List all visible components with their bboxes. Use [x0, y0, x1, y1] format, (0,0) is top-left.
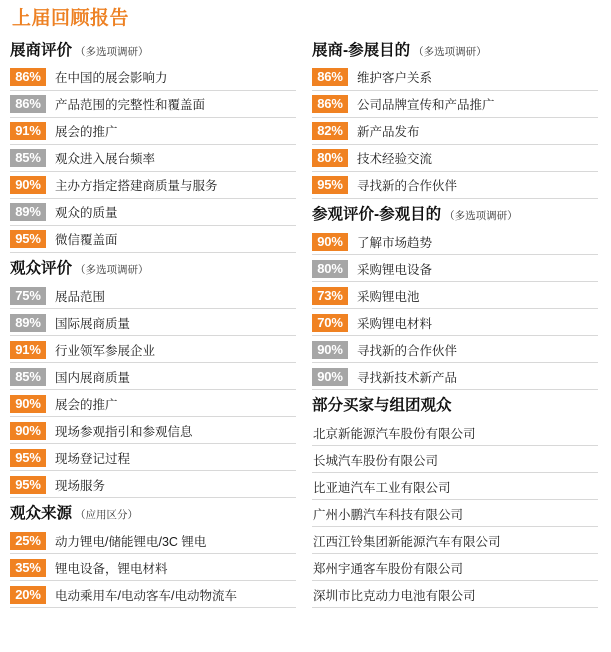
- stat-percent-badge: 80%: [312, 149, 348, 167]
- section-subtitle: （多选项调研）: [444, 209, 518, 222]
- section-title: 参观评价-参观目的: [312, 205, 442, 223]
- stat-percent-badge: 90%: [10, 395, 46, 413]
- stat-row: [10, 172, 302, 199]
- stat-percent-badge: 73%: [312, 287, 348, 305]
- stat-row: [312, 118, 604, 145]
- stat-label: 技术经验交流: [357, 152, 433, 167]
- stat-label: 维护客户关系: [357, 71, 433, 86]
- stat-row: [312, 309, 604, 336]
- stat-percent-badge: 86%: [312, 95, 348, 113]
- stat-label: 现场登记过程: [55, 451, 131, 466]
- section-title: 展商评价: [10, 41, 73, 59]
- stat-row: [10, 64, 302, 91]
- list-item-label: 广州小鹏汽车科技有限公司: [313, 507, 464, 522]
- stat-label: 主办方指定搭建商质量与服务: [55, 179, 218, 194]
- section-spacer: [312, 608, 604, 612]
- stat-percent-badge: 95%: [10, 476, 46, 494]
- stat-percent-badge: 86%: [10, 68, 46, 86]
- section-header: [10, 39, 302, 61]
- stat-row: [10, 145, 302, 172]
- stat-percent-badge: 25%: [10, 532, 46, 550]
- stat-percent-badge: 20%: [10, 586, 46, 604]
- stat-label: 国际展商质量: [55, 316, 131, 331]
- section-subtitle: （多选项调研）: [413, 45, 487, 58]
- section-title: 观众来源: [10, 505, 73, 523]
- stat-row: [10, 471, 302, 498]
- left-column: [10, 39, 302, 612]
- stat-label: 在中国的展会影响力: [55, 71, 168, 86]
- stat-label: 现场参观指引和参观信息: [55, 424, 193, 439]
- list-item: [312, 527, 604, 554]
- stat-percent-badge: 85%: [10, 149, 46, 167]
- list-item: [312, 473, 604, 500]
- stat-percent-badge: 90%: [312, 233, 348, 251]
- stat-row: [10, 417, 302, 444]
- stat-percent-badge: 90%: [10, 176, 46, 194]
- stat-percent-badge: 82%: [312, 122, 348, 140]
- stat-row: [312, 64, 604, 91]
- stat-label: 展会的推广: [55, 125, 118, 140]
- stat-percent-badge: 85%: [10, 368, 46, 386]
- stat-percent-badge: 95%: [312, 176, 348, 194]
- section-spacer: [10, 608, 302, 612]
- stat-row: [312, 145, 604, 172]
- stat-percent-badge: 91%: [10, 341, 46, 359]
- list-item-label: 郑州宇通客车股份有限公司: [313, 561, 464, 576]
- stat-label: 行业领军参展企业: [55, 343, 156, 358]
- stat-label: 展会的推广: [55, 397, 118, 412]
- stat-row: [312, 255, 604, 282]
- stat-percent-badge: 95%: [10, 449, 46, 467]
- section-header: [10, 502, 302, 524]
- stat-label: 采购锂电池: [357, 289, 420, 304]
- stat-label: 寻找新的合作伙伴: [357, 179, 458, 194]
- stat-percent-badge: 86%: [312, 68, 348, 86]
- stat-row: [312, 91, 604, 118]
- stat-row: [10, 390, 302, 417]
- right-column: [312, 39, 604, 612]
- stat-row: [312, 282, 604, 309]
- report-columns: [10, 39, 603, 612]
- stat-percent-badge: 75%: [10, 287, 46, 305]
- stat-label: 微信覆盖面: [55, 233, 118, 248]
- stat-label: 新产品发布: [357, 125, 420, 140]
- stat-row: [10, 554, 302, 581]
- stat-row: [10, 91, 302, 118]
- stat-percent-badge: 90%: [312, 368, 348, 386]
- section-header: [10, 257, 302, 279]
- list-item-label: 比亚迪汽车工业有限公司: [313, 480, 451, 495]
- stat-percent-badge: 90%: [312, 341, 348, 359]
- stat-row: [10, 282, 302, 309]
- section-title: 观众评价: [10, 259, 73, 277]
- stat-row: [312, 336, 604, 363]
- stat-row: [312, 363, 604, 390]
- stat-row: [312, 228, 604, 255]
- stat-label: 展品范围: [55, 289, 106, 304]
- section-title: 部分买家与组团观众: [312, 397, 452, 415]
- section-subtitle: （多选项调研）: [75, 263, 149, 276]
- list-item: [312, 500, 604, 527]
- stat-label: 寻找新的合作伙伴: [357, 343, 458, 358]
- section-subtitle: （多选项调研）: [75, 45, 149, 58]
- stat-row: [10, 309, 302, 336]
- stat-label: 产品范围的完整性和覆盖面: [55, 98, 206, 113]
- list-item-label: 江西江铃集团新能源汽车有限公司: [313, 534, 501, 549]
- stat-label: 公司品牌宣传和产品推广: [357, 98, 495, 113]
- stat-percent-badge: 70%: [312, 314, 348, 332]
- list-item: [312, 446, 604, 473]
- stat-row: [10, 527, 302, 554]
- stat-percent-badge: 89%: [10, 314, 46, 332]
- stat-row: [312, 172, 604, 199]
- stat-percent-badge: 90%: [10, 422, 46, 440]
- stat-percent-badge: 86%: [10, 95, 46, 113]
- list-item: [312, 554, 604, 581]
- list-item: [312, 419, 604, 446]
- section-header: [312, 203, 604, 225]
- stat-percent-badge: 91%: [10, 122, 46, 140]
- list-item-label: 长城汽车股份有限公司: [313, 453, 439, 468]
- stat-row: [10, 199, 302, 226]
- list-item-label: 深圳市比克动力电池有限公司: [313, 588, 476, 603]
- stat-label: 电动乘用车/电动客车/电动物流车: [55, 588, 237, 603]
- stat-label: 动力锂电/储能锂电/3C 锂电: [55, 534, 207, 549]
- stat-label: 采购锂电设备: [357, 262, 433, 277]
- stat-row: [10, 581, 302, 608]
- stat-label: 寻找新技术新产品: [357, 370, 458, 385]
- section-title: 展商-参展目的: [312, 41, 411, 59]
- stat-label: 锂电设备，锂电材料: [55, 561, 168, 576]
- section-header: [312, 39, 604, 61]
- stat-percent-badge: 35%: [10, 559, 46, 577]
- stat-row: [10, 336, 302, 363]
- section-subtitle: （应用区分）: [75, 509, 139, 522]
- stat-percent-badge: 95%: [10, 230, 46, 248]
- stat-label: 国内展商质量: [55, 370, 131, 385]
- stat-label: 采购锂电材料: [357, 316, 433, 331]
- stat-row: [10, 444, 302, 471]
- stat-percent-badge: 80%: [312, 260, 348, 278]
- stat-label: 观众的质量: [55, 206, 118, 221]
- stat-row: [10, 118, 302, 145]
- stat-row: [10, 363, 302, 390]
- list-item: [312, 581, 604, 608]
- section-header: [312, 394, 604, 416]
- stat-label: 观众进入展台频率: [55, 152, 156, 167]
- stat-row: [10, 226, 302, 253]
- stat-label: 现场服务: [55, 478, 106, 493]
- stat-percent-badge: 89%: [10, 203, 46, 221]
- list-item-label: 北京新能源汽车股份有限公司: [313, 426, 476, 441]
- stat-label: 了解市场趋势: [357, 235, 433, 250]
- page-title: 上届回顾报告: [12, 8, 130, 29]
